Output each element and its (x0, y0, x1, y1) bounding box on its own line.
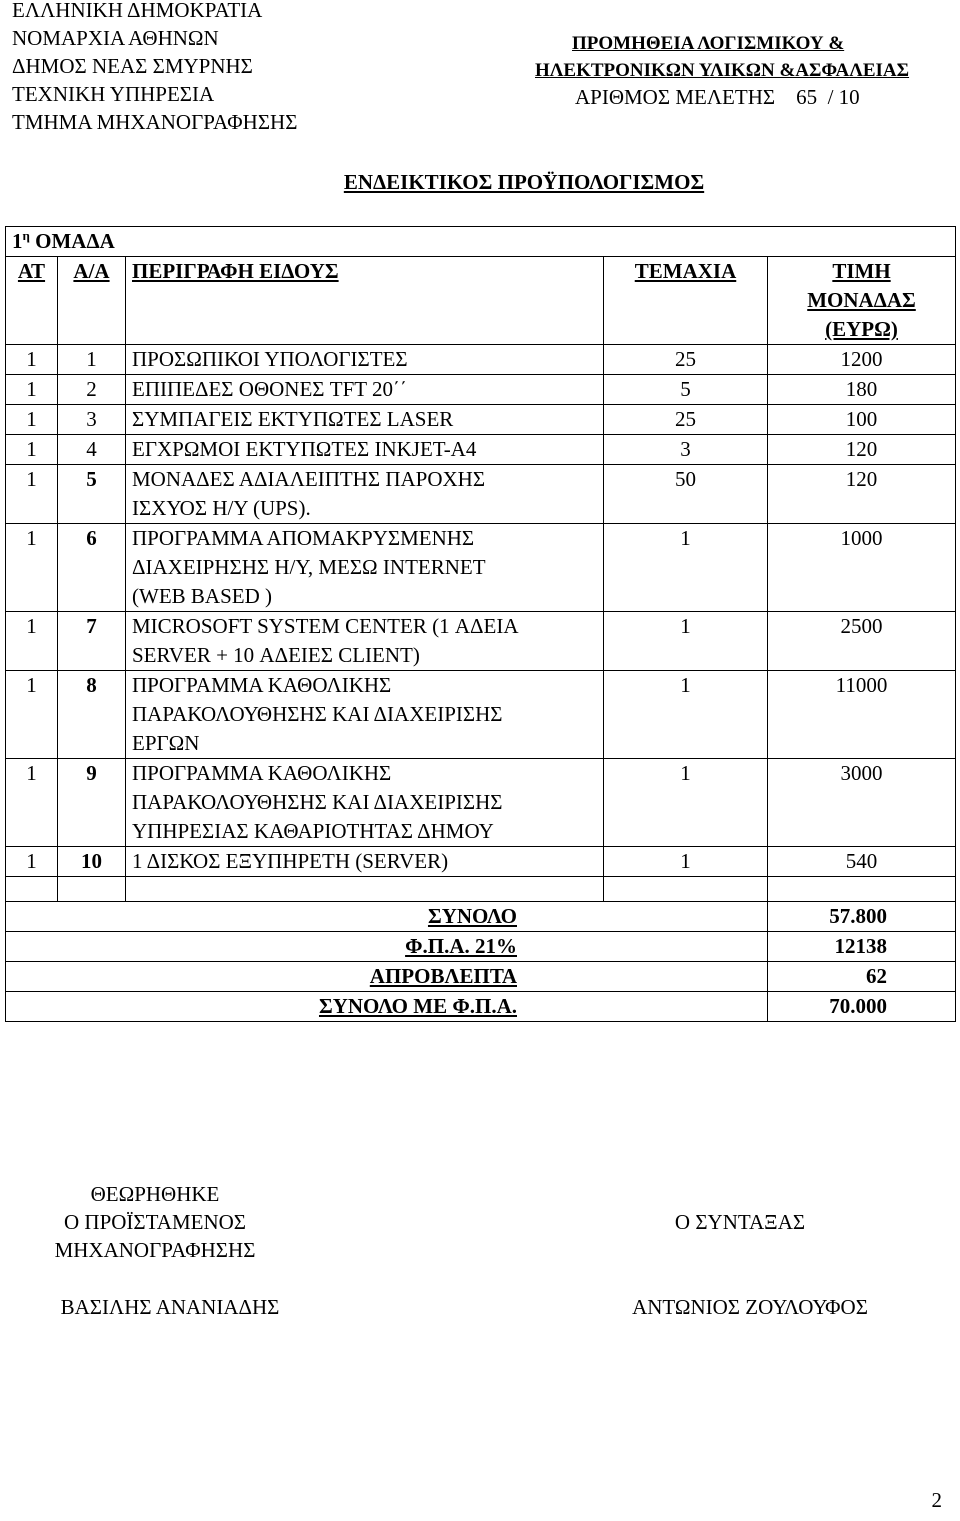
cell-quantity: 1 (604, 612, 768, 671)
group-label: $1^\eta$ ΟΜΑΔΑ (6, 227, 956, 257)
study-number: ΑΡΙΘΜΟΣ ΜΕΛΕΤΗΣ 65 / 10 (575, 85, 860, 109)
table-row (6, 345, 956, 375)
page-number: 2 (931, 1488, 942, 1512)
table-row (6, 671, 956, 759)
contingency-label: ΑΠΡΟΒΛΕΠΤΑ (6, 962, 768, 992)
cell-quantity: 25 (604, 345, 768, 375)
author-title: Ο ΣΥΝΤΑΞΑΣ (674, 1210, 806, 1234)
table-row (6, 847, 956, 877)
cell-aa: 9 (58, 759, 126, 847)
cell-at: 1 (6, 847, 58, 877)
approval-note: ΘΕΩΡΗΘΗΚΕ (90, 1182, 220, 1206)
cell-at: 1 (6, 435, 58, 465)
cell-aa: 3 (58, 405, 126, 435)
total-label: ΣΥΝΟΛΟ (6, 902, 768, 932)
total-row (6, 902, 956, 932)
cell-description: ΠΡΟΓΡΑΜΜΑ ΑΠΟΜΑΚΡΥΣΜΕΝΗΣ ΔΙΑΧΕΙΡΗΣΗΣ Η/Υ, ΜΕΣΩ INTERNET (WEB BASED ) (126, 524, 604, 612)
cell-description: ΕΓΧΡΩΜΟΙ ΕΚΤΥΠΩΤΕΣ INKJET-A4 (126, 435, 604, 465)
cell-unit-price: 1000 (768, 524, 956, 612)
table-row (6, 405, 956, 435)
cell-quantity: 1 (604, 847, 768, 877)
table-row (6, 435, 956, 465)
table-row (6, 524, 956, 612)
cell-description: ΕΠΙΠΕΔΕΣ ΟΘΟΝΕΣ TFT 20΄΄ (126, 375, 604, 405)
project-title-line1: ΠΡΟΜΗΘΕΙΑ ΛΟΓΙΣΜΙΚΟΥ & (572, 33, 845, 54)
cell-at: 1 (6, 612, 58, 671)
cell-unit-price: 180 (768, 375, 956, 405)
grand-total-value: 70.000 (768, 992, 956, 1022)
table-row (6, 612, 956, 671)
cell-aa: 2 (58, 375, 126, 405)
cell-quantity: 1 (604, 524, 768, 612)
cell-at: 1 (6, 759, 58, 847)
issuer-line: ΤΕΧΝΙΚΗ ΥΠΗΡΕΣΙΑ (12, 82, 215, 106)
cell-aa: 6 (58, 524, 126, 612)
contingency-value: 62 (768, 962, 956, 992)
vat-row (6, 932, 956, 962)
cell-unit-price: 11000 (768, 671, 956, 759)
table-row (6, 759, 956, 847)
issuer-line: ΕΛΛΗΝΙΚΗ ΔΗΜΟΚΡΑΤΙΑ (12, 0, 263, 22)
cell-unit-price: 540 (768, 847, 956, 877)
cell-unit-price: 1200 (768, 345, 956, 375)
cell-quantity: 3 (604, 435, 768, 465)
grand-total-row (6, 992, 956, 1022)
author-name: ΑΝΤΩΝΙΟΣ ΖΟΥΛΟΥΦΟΣ (632, 1295, 868, 1319)
cell-description: ΠΡΟΣΩΠΙΚΟΙ ΥΠΟΛΟΓΙΣΤΕΣ (126, 345, 604, 375)
cell-quantity: 1 (604, 671, 768, 759)
table-row (6, 375, 956, 405)
cell-at: 1 (6, 671, 58, 759)
cell-quantity: 5 (604, 375, 768, 405)
approver-title: Ο ΠΡΟΪΣΤΑΜΕΝΟΣ (63, 1210, 246, 1234)
cell-quantity: 50 (604, 465, 768, 524)
cell-quantity: 1 (604, 759, 768, 847)
cell-at: 1 (6, 375, 58, 405)
cell-at: 1 (6, 345, 58, 375)
cell-aa: 4 (58, 435, 126, 465)
col-header-description: ΠΕΡΙΓΡΑΦΗ ΕΙΔΟΥΣ (126, 257, 604, 345)
cell-aa: 8 (58, 671, 126, 759)
contingency-row (6, 962, 956, 992)
cell-at: 1 (6, 465, 58, 524)
grand-total-label: ΣΥΝΟΛΟ ΜΕ Φ.Π.Α. (6, 992, 768, 1022)
cell-description: MICROSOFT SYSTEM CENTER (1 ΑΔΕΙΑ SERVER + 10 ΑΔΕΙΕΣ CLIENT) (126, 612, 604, 671)
cell-quantity: 25 (604, 405, 768, 435)
cell-unit-price: 2500 (768, 612, 956, 671)
cell-aa: 7 (58, 612, 126, 671)
document-title: ΕΝΔΕΙΚΤΙΚΟΣ ΠΡΟΫΠΟΛΟΓΙΣΜΟΣ (343, 170, 705, 194)
cell-description: ΠΡΟΓΡΑΜΜΑ ΚΑΘΟΛΙΚΗΣ ΠΑΡΑΚΟΛΟΥΘΗΣΗΣ ΚΑΙ ΔΙΑΧΕΙΡΙΣΗΣ ΥΠΗΡΕΣΙΑΣ ΚΑΘΑΡΙΟΤΗΤΑΣ ΔΗΜΟΥ (126, 759, 604, 847)
col-header-unit-price: ΤΙΜΗ ΜΟΝΑΔΑΣ (ΕΥΡΩ) (768, 257, 956, 345)
header-row (6, 257, 956, 345)
vat-label: Φ.Π.Α. 21% (6, 932, 768, 962)
approver-name: ΒΑΣΙΛΗΣ ΑΝΑΝΙΑΔΗΣ (60, 1295, 280, 1319)
col-header-at: ΑΤ (6, 257, 58, 345)
cell-unit-price: 3000 (768, 759, 956, 847)
col-header-quantity: ΤΕΜΑΧΙΑ (604, 257, 768, 345)
group-label-row (6, 227, 956, 257)
cell-unit-price: 120 (768, 435, 956, 465)
total-value: 57.800 (768, 902, 956, 932)
cell-unit-price: 120 (768, 465, 956, 524)
issuer-line: ΤΜΗΜΑ ΜΗΧΑΝΟΓΡΑΦΗΣΗΣ (12, 110, 298, 134)
empty-row (6, 877, 956, 902)
issuer-line: ΝΟΜΑΡΧΙΑ ΑΘΗΝΩΝ (12, 26, 219, 50)
cell-aa: 1 (58, 345, 126, 375)
cell-unit-price: 100 (768, 405, 956, 435)
cell-at: 1 (6, 524, 58, 612)
cell-aa: 10 (58, 847, 126, 877)
cell-description: 1 ΔΙΣΚΟΣ ΕΞΥΠΗΡΕΤΗ (SERVER) (126, 847, 604, 877)
project-title-line2: ΗΛΕΚΤΡΟΝΙΚΩΝ ΥΛΙΚΩΝ &ΑΣΦΑΛΕΙΑΣ (535, 60, 910, 81)
col-header-aa: Α/Α (58, 257, 126, 345)
approver-signature-block (30, 1180, 280, 1264)
budget-table (5, 226, 956, 1022)
cell-description: ΠΡΟΓΡΑΜΜΑ ΚΑΘΟΛΙΚΗΣ ΠΑΡΑΚΟΛΟΥΘΗΣΗΣ ΚΑΙ ΔΙΑΧΕΙΡΙΣΗΣ ΕΡΓΩΝ (126, 671, 604, 759)
cell-description: ΜΟΝΑΔΕΣ ΑΔΙΑΛΕΙΠΤΗΣ ΠΑΡΟΧΗΣ ΙΣΧΥΟΣ Η/Υ (UPS). (126, 465, 604, 524)
issuer-line: ΔΗΜΟΣ ΝΕΑΣ ΣΜΥΡΝΗΣ (12, 54, 253, 78)
issuer-block (12, 0, 297, 136)
cell-at: 1 (6, 405, 58, 435)
vat-value: 12138 (768, 932, 956, 962)
approver-department: ΜΗΧΑΝΟΓΡΑΦΗΣΗΣ (54, 1238, 256, 1262)
table-row (6, 465, 956, 524)
cell-aa: 5 (58, 465, 126, 524)
cell-description: ΣΥΜΠΑΓΕΙΣ ΕΚΤΥΠΩΤΕΣ LASER (126, 405, 604, 435)
